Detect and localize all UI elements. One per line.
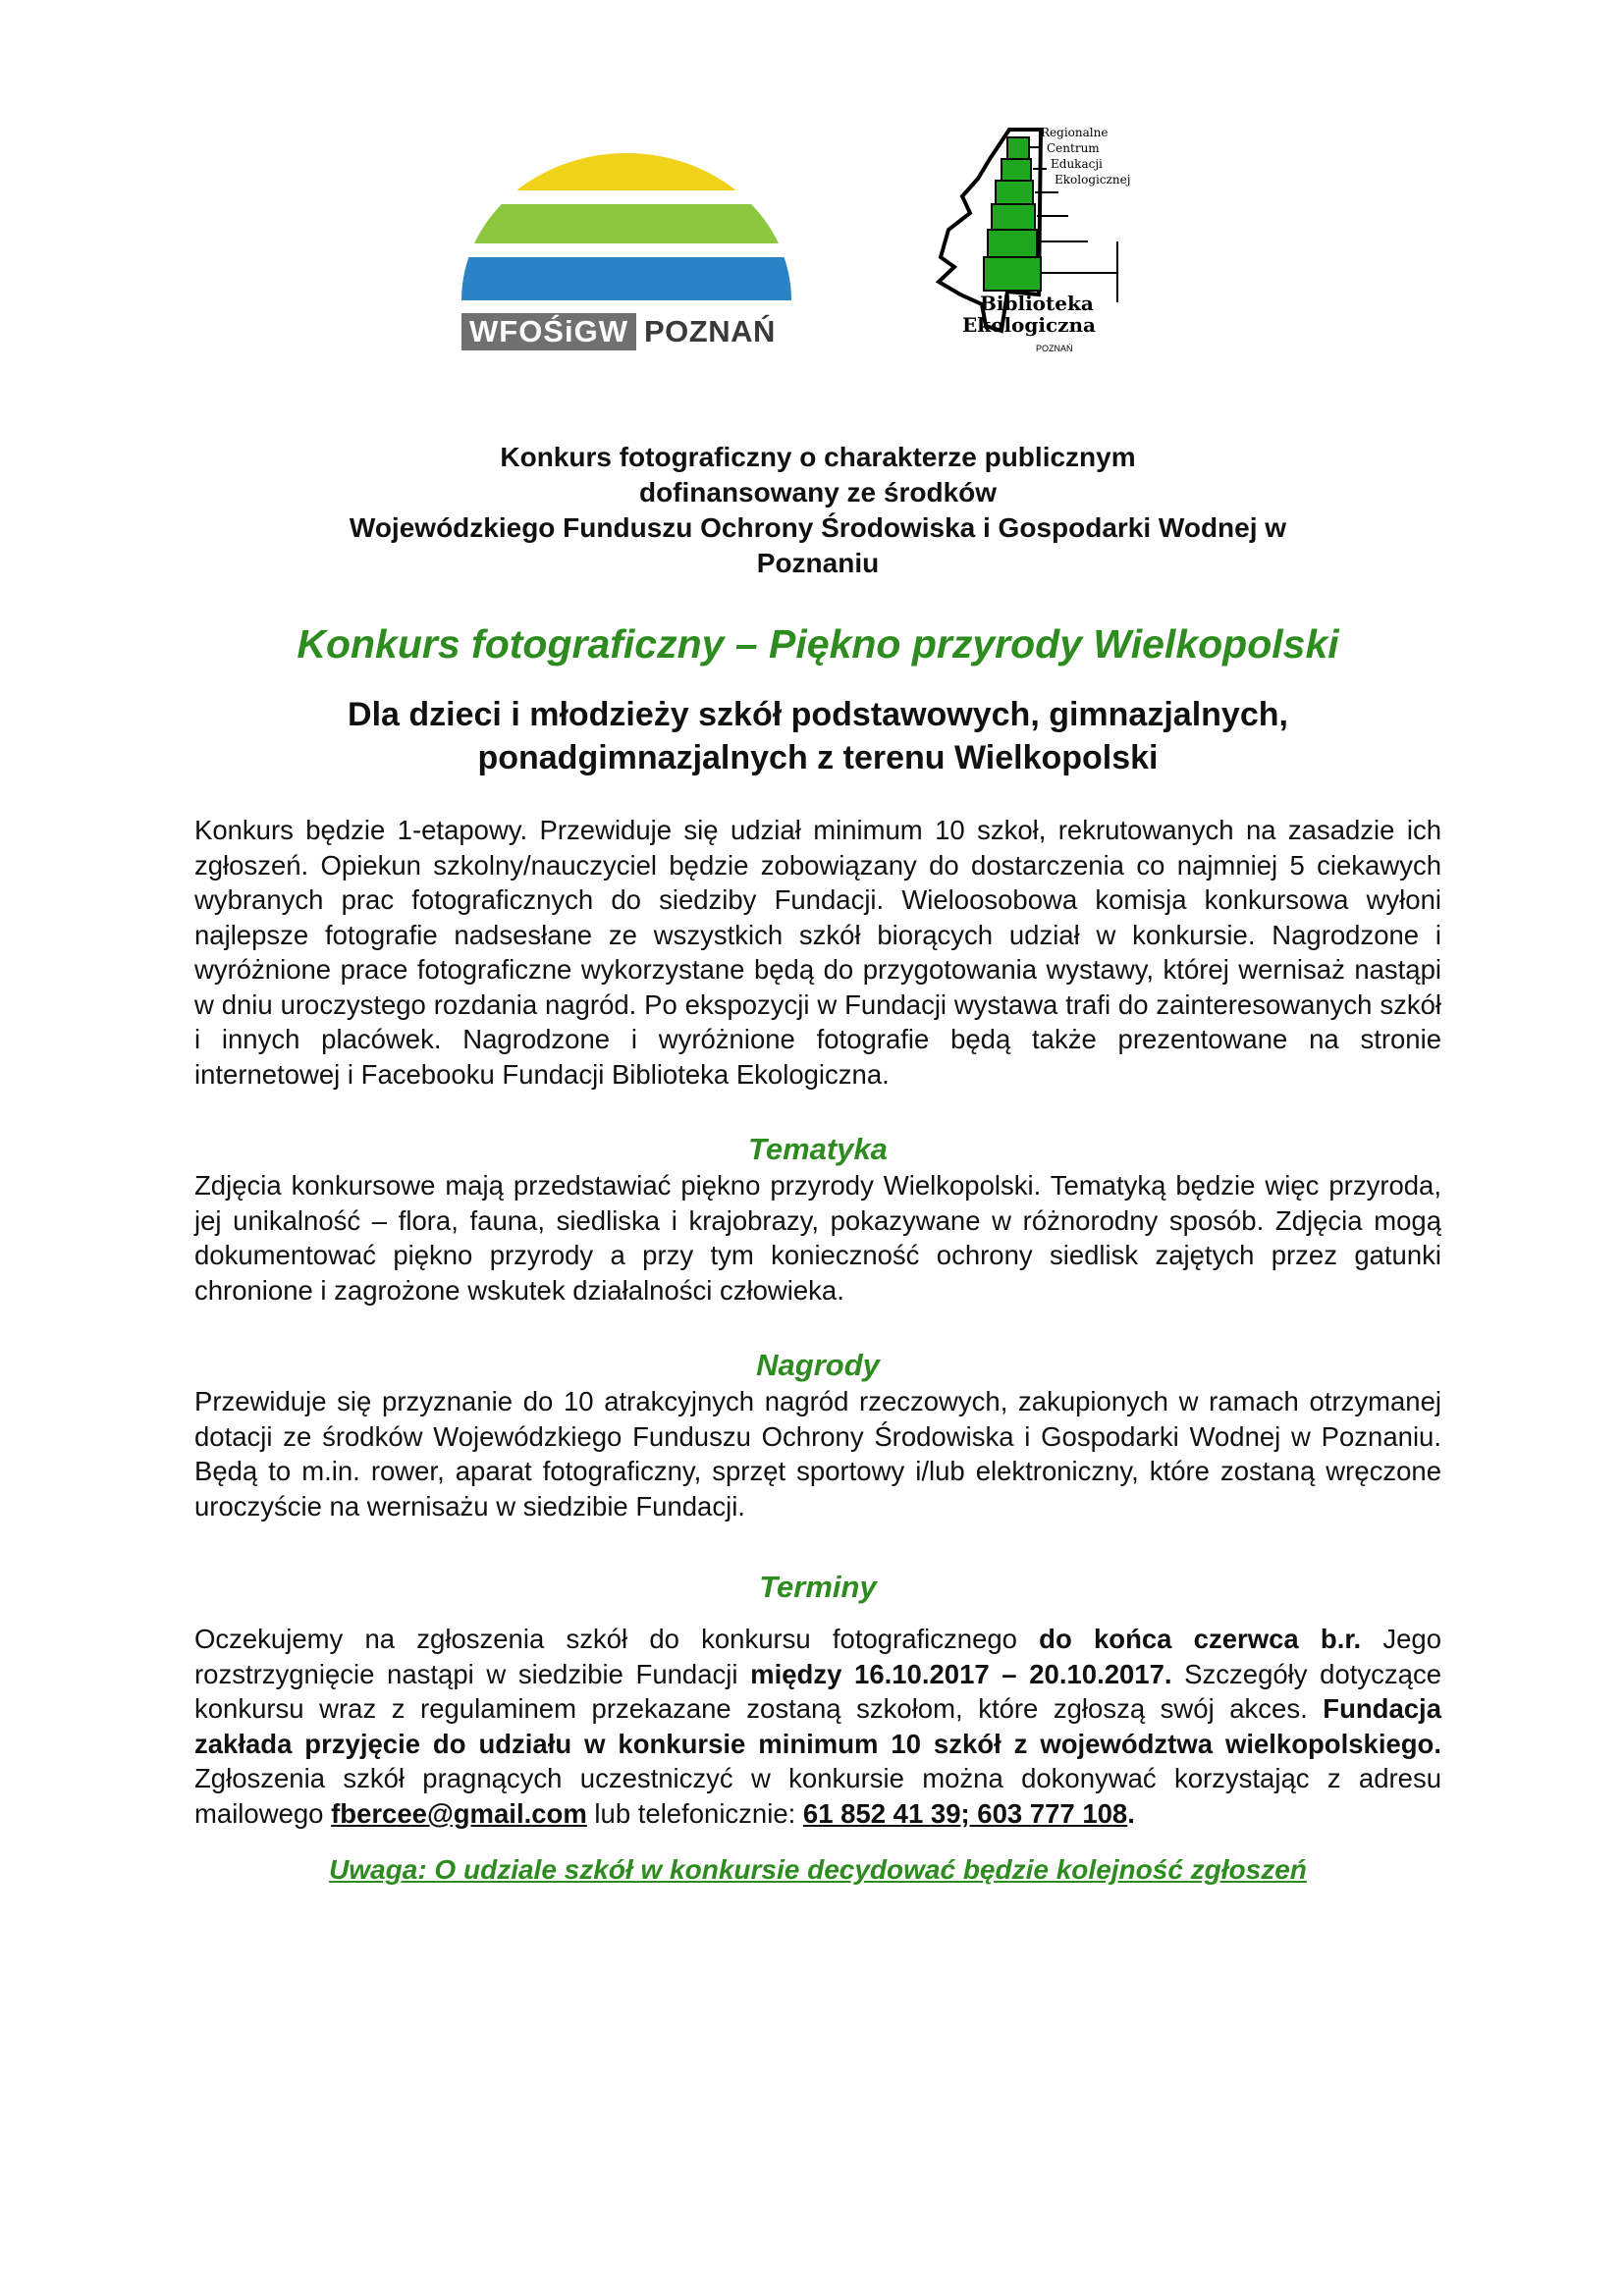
main-title: Konkurs fotograficzny – Piękno przyrody Wielkopolski <box>297 621 1339 667</box>
bib-small-1: Regionalne <box>1041 126 1109 139</box>
terminy-heading: Terminy <box>759 1570 877 1604</box>
terminy-paragraph <box>194 1622 1441 1831</box>
sub-title-line-2: ponadgimnazjalnych z terenu Wielkopolski <box>477 739 1159 776</box>
terminy-text-5: lub telefonicznie: <box>586 1797 803 1829</box>
terminy-text-4: Zgłoszenia szkół pragnących uczestniczyć w konkursie można dokonywać korzystając z adresu mailowego <box>194 1763 1441 1829</box>
logos-row <box>461 116 1168 371</box>
sub-title <box>194 693 1441 779</box>
bib-city: POZNAŃ <box>1036 344 1073 353</box>
contact-email-link[interactable]: fbercee@gmail.com <box>331 1797 587 1829</box>
document-body <box>194 440 1441 1888</box>
sub-title-line-1: Dla dzieci i młodzieży szkół podstawowych, gimnazjalnych, <box>348 696 1288 733</box>
note-uwaga: Uwaga: O udziale szkół w konkursie decydować będzie kolejność zgłoszeń <box>329 1854 1307 1885</box>
bib-small-4: Ekologicznej <box>1055 173 1131 187</box>
terminy-dates: między 16.10.2017 – 20.10.2017. <box>750 1658 1172 1689</box>
terminy-deadline: do końca czerwca b.r. <box>1039 1624 1362 1654</box>
wfosigw-logo <box>461 153 795 310</box>
tematyka-heading: Tematyka <box>748 1132 888 1166</box>
bib-small-3: Edukacji <box>1051 157 1103 171</box>
terminy-min-schools: Fundacja zakłada przyjęcie do udziału w konkursie minimum 10 szkół z województwa wielkopolskiego. <box>194 1693 1441 1759</box>
bib-name-line-2: Ekologiczna <box>962 313 1096 337</box>
tematyka-paragraph: Zdjęcia konkursowe mają przedstawiać piękno przyrody Wielkopolski. Tematyką będzie więc przyroda, jej unikalność – flora, fauna, siedliska i krajobrazy, pokazywane w różnorodny sposób. Zdjęcia mogą dokumentować piękno przyrody a przy tym konieczność ochrony siedlisk zajętych przez gatunki chronione i zagrożone wskutek działalności człowieka. <box>194 1170 1441 1306</box>
bib-name-line-1: Biblioteka <box>980 292 1094 315</box>
leaf-tiers <box>984 137 1041 291</box>
header-line-3: Wojewódzkiego Funduszu Ochrony Środowiska i Gospodarki Wodnej w <box>349 512 1287 543</box>
header-line-2: dofinansowany ze środków <box>638 477 998 507</box>
header-block <box>194 440 1441 581</box>
bib-small-2: Centrum <box>1047 141 1100 155</box>
header-line-4: Poznaniu <box>756 548 880 578</box>
nagrody-paragraph: Przewiduje się przyznanie do 10 atrakcyjnych nagród rzeczowych, zakupionych w ramach otrzymanej dotacji ze środków Wojewódzkiego Funduszu Ochrony Środowiska i Gospodarki Wodnej w Poznaniu. Będą to m.in. rower, aparat fotograficzny, sprzęt sportowy i/lub elektroniczny, które zostaną wręczone uroczyście na wernisażu w siedzibie Fundacji. <box>194 1386 1441 1522</box>
intro-paragraph: Konkurs będzie 1-etapowy. Przewiduje się udział minimum 10 szkoł, rekrutowanych na zasadzie ich zgłoszeń. Opiekun szkolny/nauczyciel będzie zobowiązany do dostarczenia co najmniej 5 ciekawych wybranych prac fotograficznych do siedziby Fundacji. Wieloosobowa komisja konkursowa wyłoni najlepsze fotografie nadsesłane ze wszystkich szkół biorących udział w konkursie. Nagrodzone i wyróżnione prace fotograficzne wykorzystane będą do przygotowania wystawy, której wernisaż nastąpi w dniu uroczystego rozdania nagród. Po ekspozycji w Fundacji wystawa trafi do zainteresowanych szkół i innych placówek. Nagrodzone i wyróżnione fotografie będą także prezentowane na stronie internetowej i Facebooku Fundacji Biblioteka Ekologiczna. <box>194 815 1441 1090</box>
wfosigw-box-text: WFOŚiGW <box>461 313 636 350</box>
wfosigw-city: POZNAŃ <box>643 314 776 348</box>
logo-band-blue <box>461 257 795 300</box>
header-line-1: Konkurs fotograficzny o charakterze publicznym <box>500 442 1136 472</box>
nagrody-heading: Nagrody <box>756 1348 880 1382</box>
terminy-text-1: Oczekujemy na zgłoszenia szkół do konkursu fotograficznego <box>194 1624 1040 1654</box>
logo-band-green <box>461 204 795 243</box>
terminy-text-2: Jego rozstrzygnięcie nastąpi w siedzibie Fundacji <box>194 1624 1442 1689</box>
terminy-text-3: Szczegóły dotyczące konkursu wraz z regulaminem przekazane zostaną szkołom, które zgłoszą swój akces. <box>194 1658 1441 1724</box>
bib-name <box>962 293 1096 336</box>
terminy-end-period: . <box>1127 1797 1135 1829</box>
logo-band-yellow <box>461 153 795 190</box>
wfosigw-wordmark <box>461 312 776 351</box>
contact-phones: 61 852 41 39; 603 777 108 <box>802 1797 1128 1829</box>
